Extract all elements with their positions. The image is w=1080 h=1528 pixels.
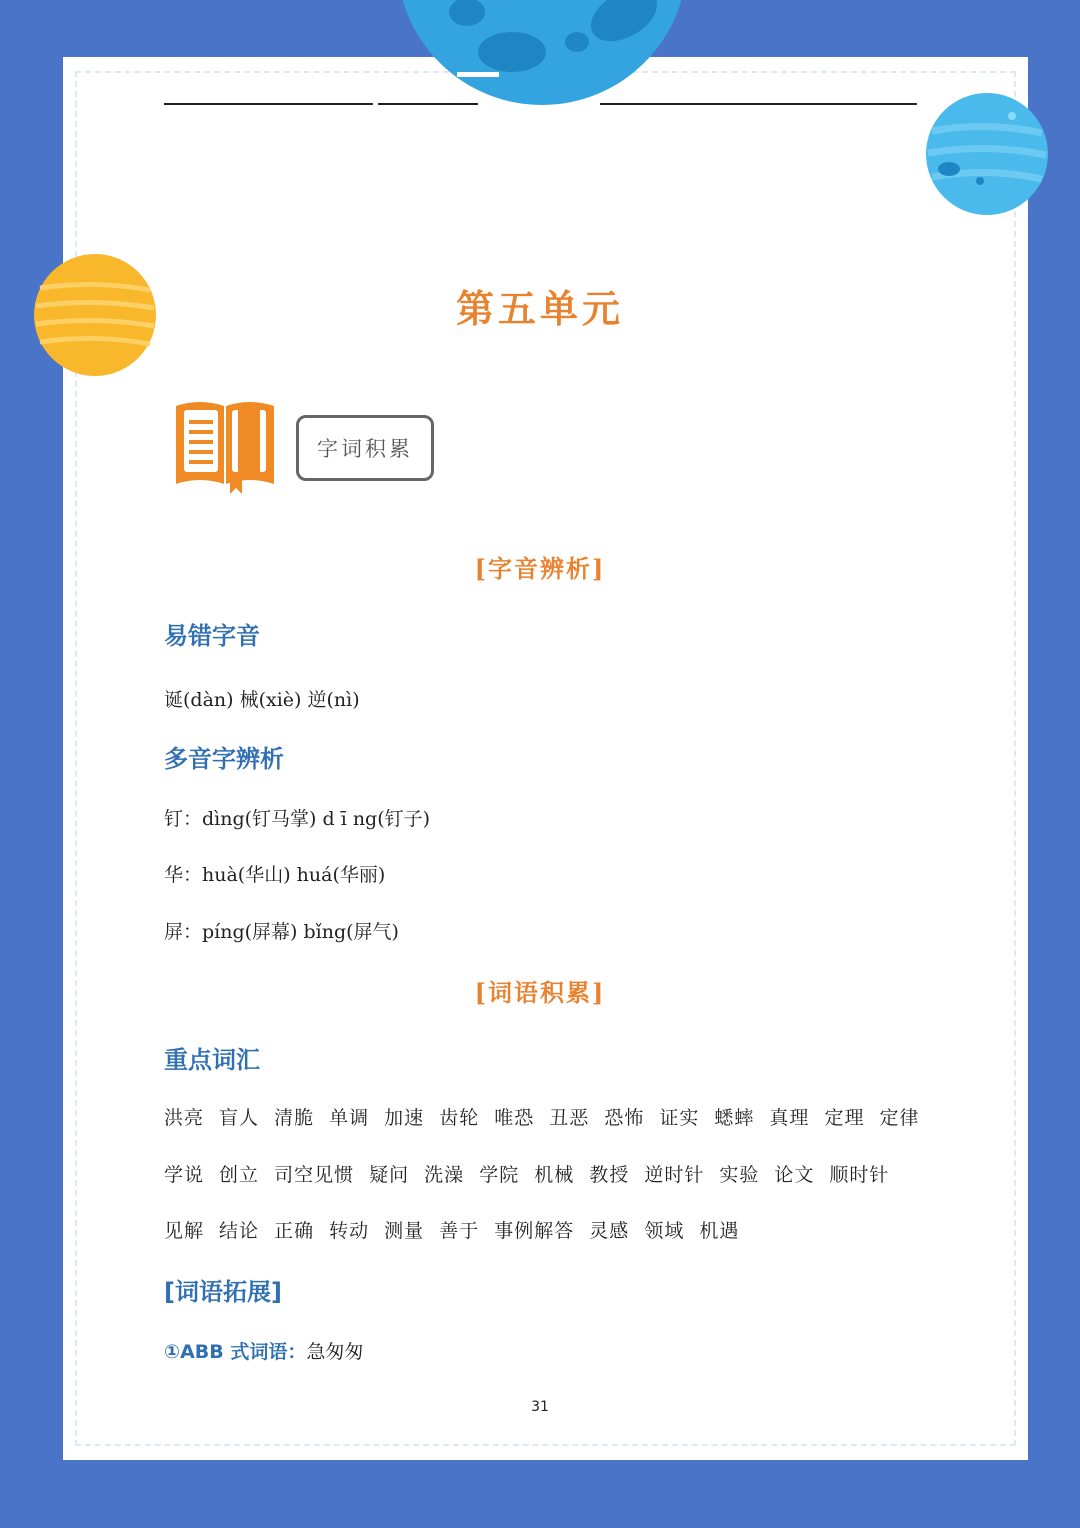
vocabulary-label-box: 字词积累 [296, 415, 434, 481]
blue-planet-right-icon [924, 91, 1050, 217]
abb-value: 急匆匆 [306, 1341, 364, 1363]
header-rule-left [164, 103, 373, 105]
abb-label: ①ABB 式词语： [164, 1341, 307, 1363]
polyphonic-line: 钉：dìng(钉马掌) d ī ng(钉子) [164, 808, 431, 830]
subhead-extension: [词语拓展] [164, 1278, 282, 1306]
subhead-polyphonic: 多音字辨析 [164, 745, 284, 773]
book-icon [172, 398, 278, 494]
vocab-line: 学说 创立 司空见惯 疑问 洗澡 学院 机械 教授 逆时针 实验 论文 顺时针 [164, 1164, 890, 1186]
section-words: [词语积累] [474, 978, 606, 1007]
abb-line [164, 1337, 363, 1364]
easy-wrong-line: 诞(dàn) 械(xiè) 逆(nì) [164, 689, 360, 711]
page-number: 31 [531, 1399, 549, 1415]
vocab-line: 洪亮 盲人 清脆 单调 加速 齿轮 唯恐 丑恶 恐怖 证实 蟋蟀 真理 定理 定律 [164, 1107, 920, 1129]
blue-planet-top-icon [372, 0, 712, 115]
subhead-key-vocab: 重点词汇 [164, 1046, 260, 1074]
polyphonic-line: 华：huà(华山) huá(华丽) [164, 864, 386, 886]
section-pronunciation: [字音辨析] [474, 554, 606, 583]
subhead-easy-wrong: 易错字音 [164, 622, 260, 650]
vocab-line: 见解 结论 正确 转动 测量 善于 事例解答 灵感 领域 机遇 [164, 1220, 740, 1242]
polyphonic-line: 屏：píng(屏幕) bǐng(屏气) [164, 921, 399, 943]
unit-title: 第五单元 [455, 286, 624, 331]
